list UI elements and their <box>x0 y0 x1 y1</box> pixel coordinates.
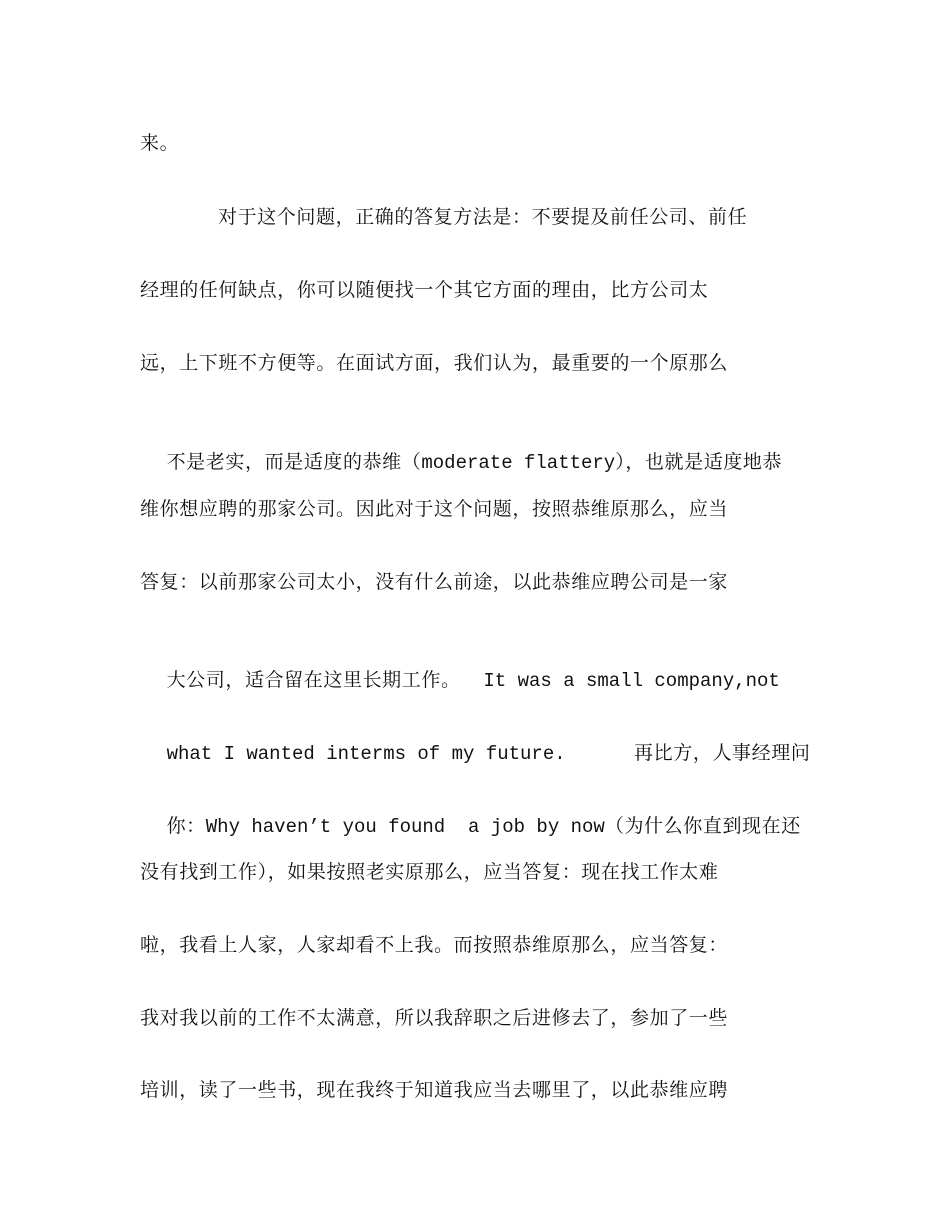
text-line-11: 没有找到工作），如果按照老实原那么，应当答复：现在找工作太难 <box>140 861 719 883</box>
text-line-5-after: ），也就是适度地恭 <box>615 451 783 473</box>
text-line-10 <box>140 787 801 838</box>
text-line-5 <box>140 423 783 474</box>
text-line-6: 维你想应聘的那家公司。因此对于这个问题，按照恭维原那么，应当 <box>140 498 729 520</box>
text-line-9 <box>140 714 811 765</box>
text-line-12: 啦，我看上人家，人家却看不上我。而按照恭维原那么，应当答复： <box>140 934 729 956</box>
text-line-13: 我对我以前的工作不太满意，所以我辞职之后进修去了，参加了一些 <box>140 1007 729 1029</box>
text-line-5-english: moderate flattery <box>421 452 616 474</box>
text-line-9-after: 再比方，人事经理问 <box>634 742 811 764</box>
text-line-9-english: what I wanted interms of my future. <box>166 743 635 765</box>
text-line-4: 远，上下班不方便等。在面试方面，我们认为，最重要的一个原那么 <box>140 352 729 374</box>
text-line-8-before: 大公司，适合留在这里长期工作。 <box>166 669 461 691</box>
text-line-10-english: Why haven’t you found a job by now <box>205 816 605 838</box>
text-line-1: 来。 <box>140 132 180 154</box>
text-line-10-after: （为什么你直到现在还 <box>604 815 801 837</box>
text-line-7: 答复：以前那家公司太小，没有什么前途，以此恭维应聘公司是一家 <box>140 571 729 593</box>
text-line-14: 培训，读了一些书，现在我终于知道我应当去哪里了，以此恭维应聘 <box>140 1079 729 1101</box>
text-line-10-before: 你： <box>166 815 206 837</box>
text-line-8 <box>140 641 780 692</box>
text-line-5-before: 不是老实，而是适度的恭维（ <box>166 451 422 473</box>
text-line-8-english: It was a small company,not <box>460 670 780 692</box>
text-line-2: 对于这个问题，正确的答复方法是：不要提及前任公司、前任 <box>218 206 748 228</box>
text-line-3: 经理的任何缺点，你可以随便找一个其它方面的理由，比方公司太 <box>140 279 709 301</box>
